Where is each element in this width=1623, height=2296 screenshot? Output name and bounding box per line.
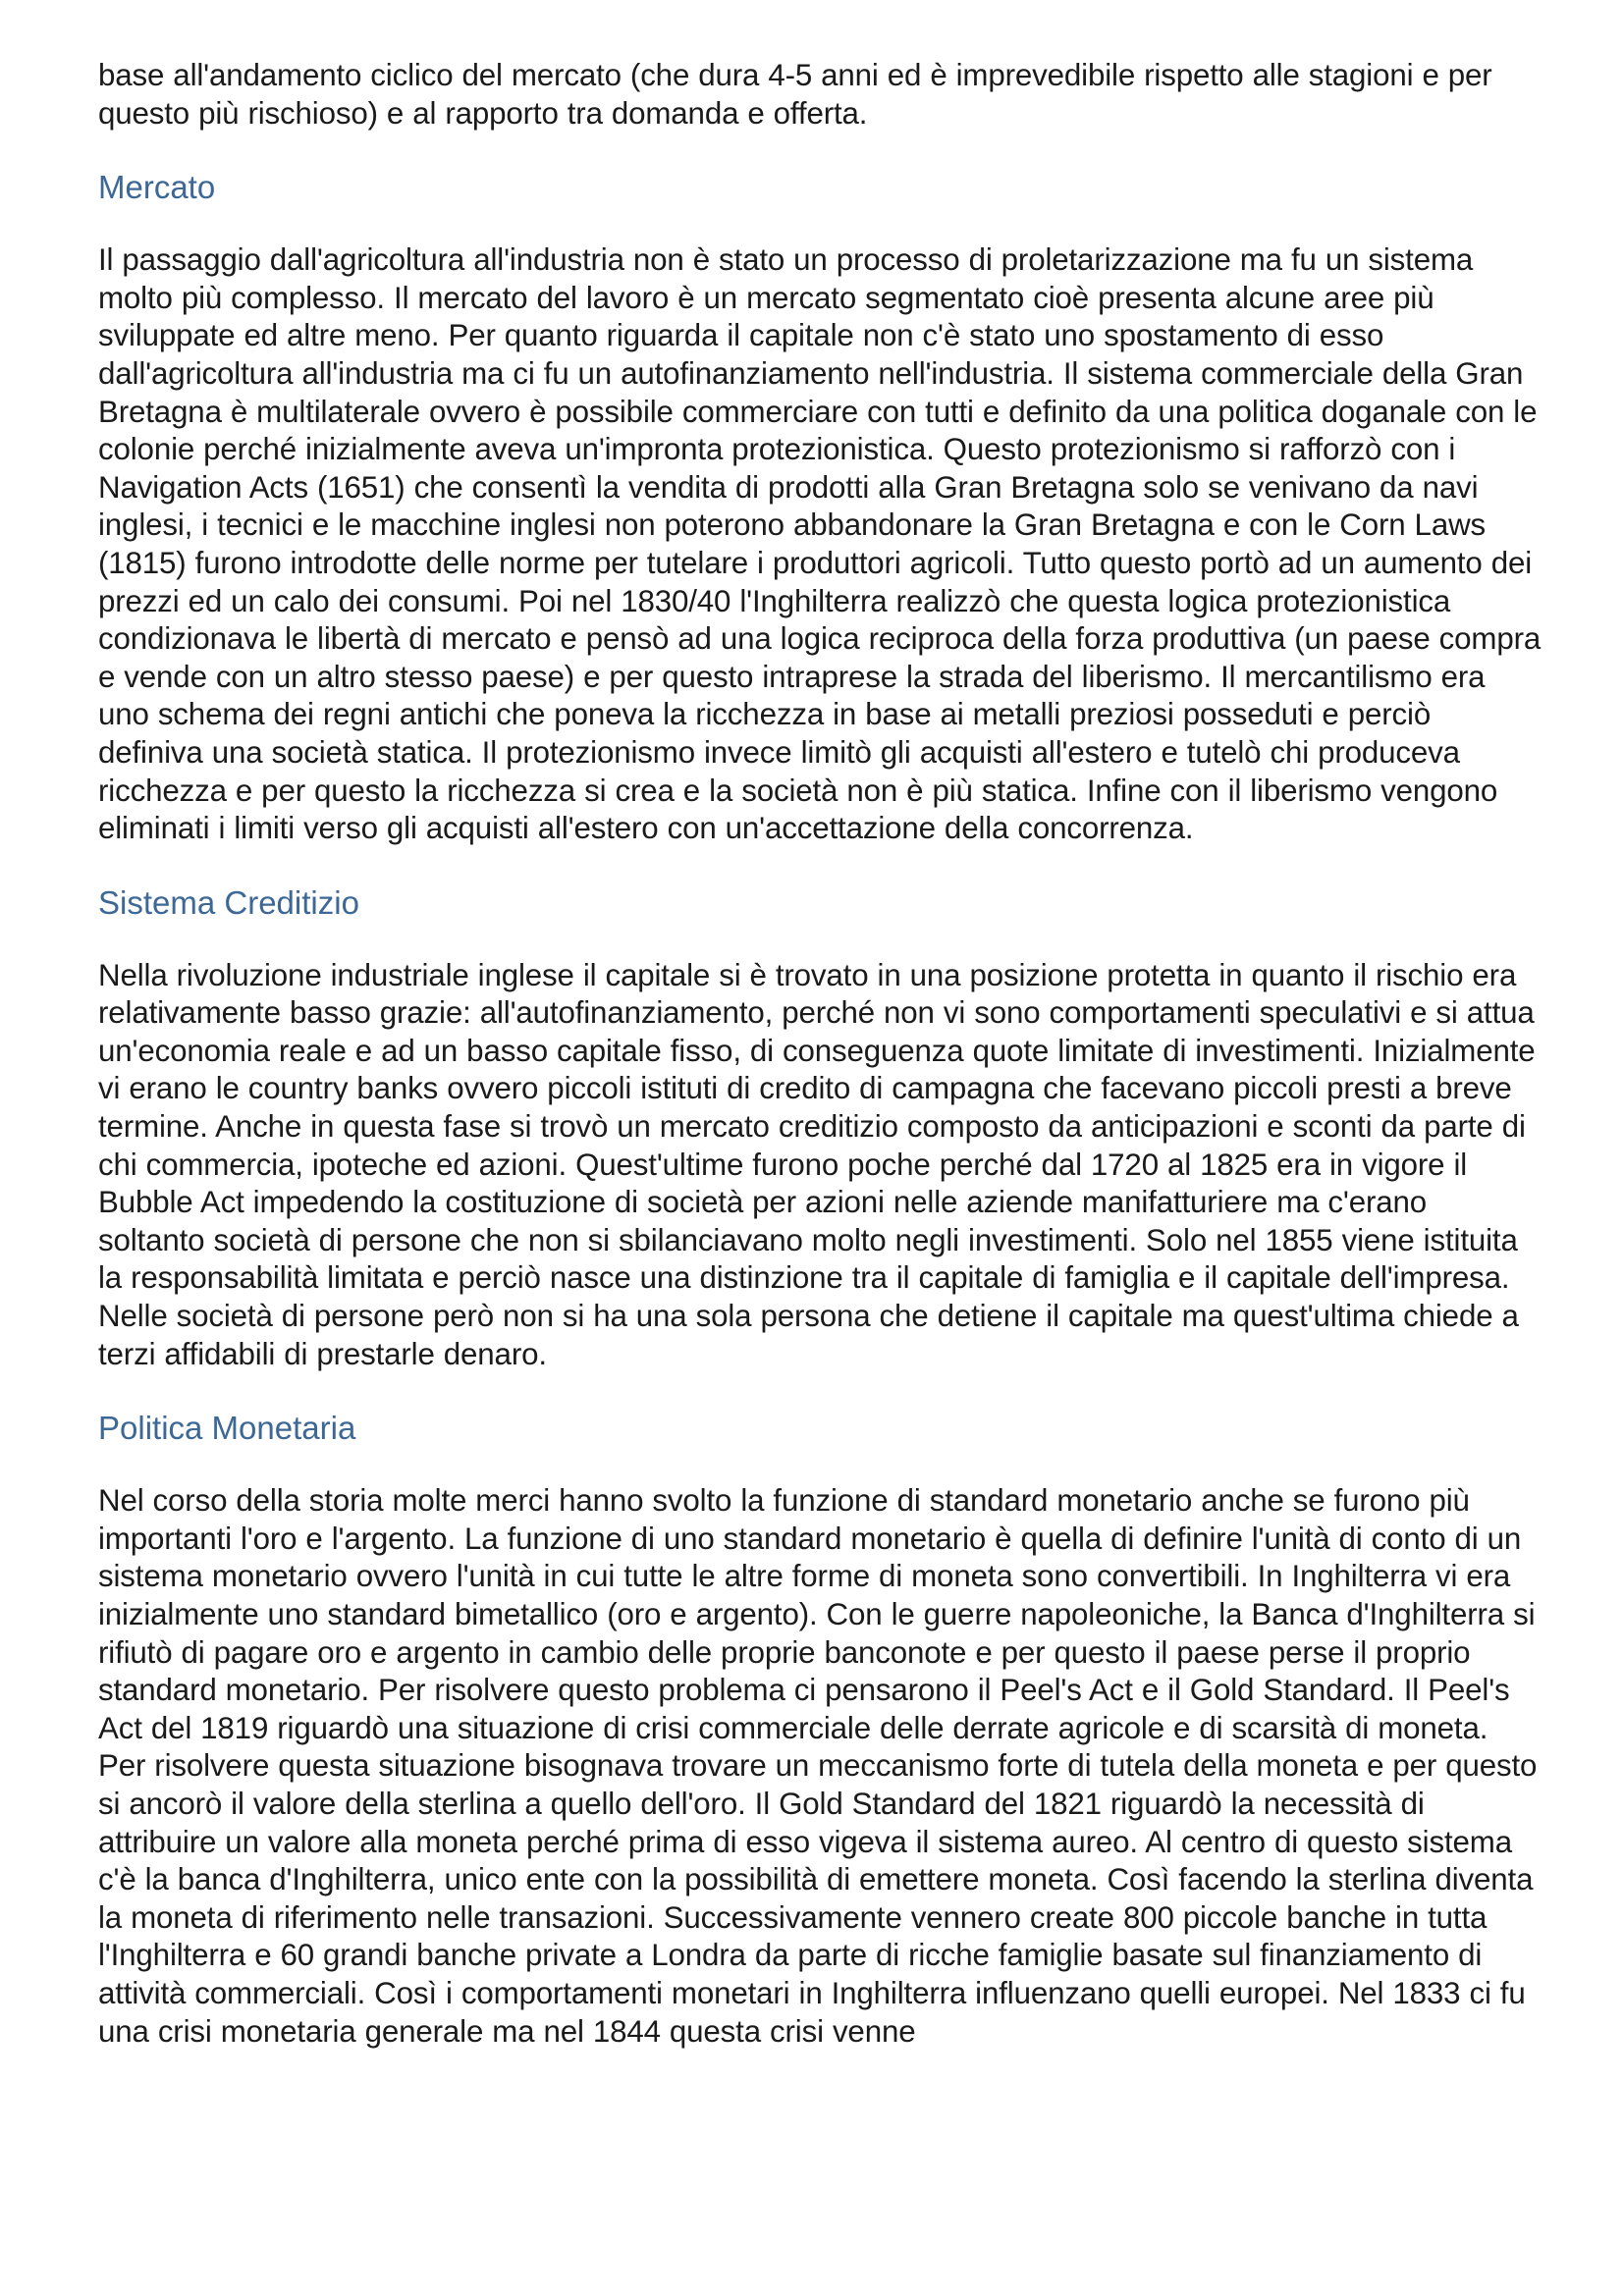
section-body-sistema-creditizio: Nella rivoluzione industriale inglese il capitale si è trovato in una posizione protetta in quanto il rischio era relativamente basso grazie: all'autofinanziamento, perché non vi sono comportamenti speculativi e si attua un'economia reale e ad un basso capitale fisso, di conseguenza quote limitate di investimenti. Inizialmente vi erano le country banks ovvero piccoli istituti di credito di campagna che facevano piccoli presti a breve termine. Anche in questa fase si trovò un mercato creditizio composto da anticipazioni e sconti da parte di chi commercia, ipoteche ed azioni. Quest'ultime furono poche perché dal 1720 al 1825 era in vigore il Bubble Act impedendo la costituzione di società per azioni nelle aziende manifatturiere ma c'erano soltanto società di persone che non si sbilanciavano molto negli investimenti. Solo nel 1855 viene istituita la responsabilità limitata e perciò nasce una distinzione tra il capitale di famiglia e il capitale dell'impresa. Nelle società di persone però non si ha una sola persona che detiene il capitale ma quest'ultima chiede a terzi affidabili di prestarle denaro. [98,957,1536,1371]
intro-paragraph: base all'andamento ciclico del mercato (che dura 4-5 anni ed è imprevedibile rispetto alle stagioni e per questo più rischioso) e al rapporto tra domanda e offerta. [98,58,1492,131]
section-body-politica-monetaria: Nel corso della storia molte merci hanno svolto la funzione di standard monetario anche se furono più importanti l'oro e l'argento. La funzione di uno standard monetario è quella di definire l'unità di conto di un sistema monetario ovvero l'unità in cui tutte le altre forme di moneta sono convertibili. In Inghilterra vi era inizialmente uno standard bimetallico (oro e argento). Con le guerre napoleoniche, la Banca d'Inghilterra si rifiutò di pagare oro e argento in cambio delle proprie banconote e per questo il paese perse il proprio standard monetario. Per risolvere questo problema ci pensarono il Peel's Act e il Gold Standard. Il Peel's Act del 1819 riguardò una situazione di crisi commerciale delle derrate agricole e di scarsità di moneta. Per risolvere questa situazione bisognava trovare un meccanismo forte di tutela della moneta e per questo si ancorò il valore della sterlina a quello dell'oro. Il Gold Standard del 1821 riguardò la necessità di attribuire un valore alla moneta perché prima di esso vigeva il sistema aureo. Al centro di questo sistema c'è la banca d'Inghilterra, unico ente con la possibilità di emettere moneta. Così facendo la sterlina diventa la moneta di riferimento nelle transazioni. Successivamente vennero create 800 piccole banche in tutta l'Inghilterra e 60 grandi banche private a Londra da parte di ricche famiglie basate sul finanziamento di attività commerciali. Così i comportamenti monetari in Inghilterra influenzano quelli europei. Nel 1833 ci fu una crisi monetaria generale ma nel 1844 questa crisi venne [98,1483,1538,2049]
section-heading-politica-monetaria: Politica Monetaria [98,1410,356,1447]
document-page [98,57,1542,2051]
section-heading-sistema-creditizio: Sistema Creditizio [98,883,359,921]
section-body-mercato: Il passaggio dall'agricoltura all'industria non è stato un processo di proletarizzazione ma fu un sistema molto più complesso. Il mercato del lavoro è un mercato segmentato cioè presenta alcune aree più sviluppate ed altre meno. Per quanto riguarda il capitale non c'è stato uno spostamento di esso dall'agricoltura all'industria ma ci fu un autofinanziamento nell'industria. Il sistema commerciale della Gran Bretagna è multilaterale ovvero è possibile commerciare con tutti e definito da una politica doganale con le colonie perché inizialmente aveva un'impronta protezionistica. Questo protezionismo si rafforzò con i Navigation Acts (1651) che consentì la vendita di prodotti alla Gran Bretagna solo se venivano da navi inglesi, i tecnici e le macchine inglesi non poterono abbandonare la Gran Bretagna e con le Corn Laws (1815) furono introdotte delle norme per tutelare i produttori agricoli. Tutto questo portò ad un aumento dei prezzi ed un calo dei consumi. Poi nel 1830/40 l'Inghilterra realizzò che questa logica protezionistica condizionava le libertà di mercato e pensò ad una logica reciproca della forza produttiva (un paese compra e vende con un altro stesso paese) e per questo intraprese la strada del liberismo. Il mercantilismo era uno schema dei regni antichi che poneva la ricchezza in base ai metalli preziosi posseduti e perciò definiva una società statica. Il protezionismo invece limitò gli acquisti all'estero e tutelò chi produceva ricchezza e per questo la ricchezza si crea e la società non è più statica. Infine con il liberismo vengono eliminati i limiti verso gli acquisti all'estero con un'accettazione della concorrenza. [98,242,1542,846]
section-heading-mercato: Mercato [98,169,216,206]
